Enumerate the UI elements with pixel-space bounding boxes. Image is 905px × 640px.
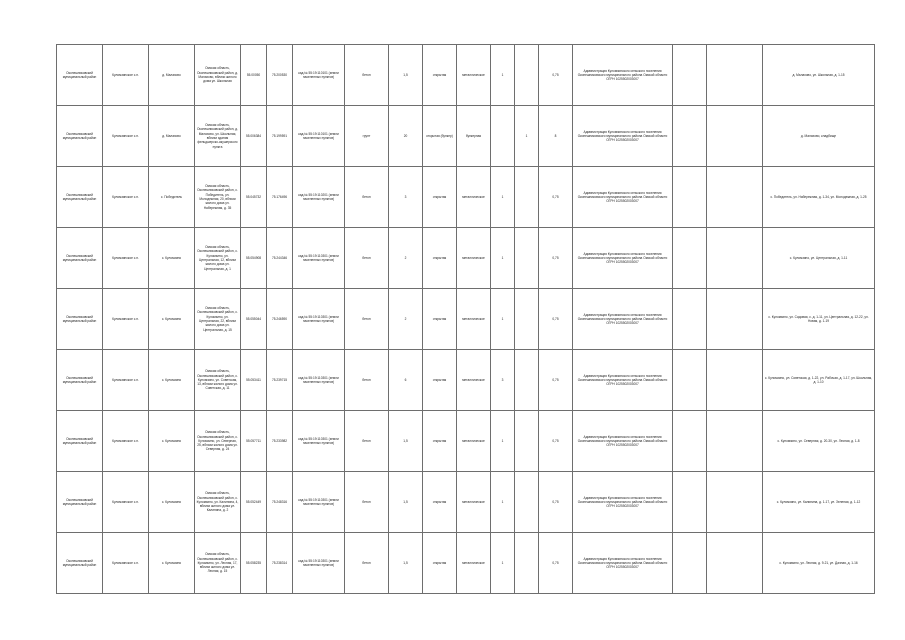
cell-district: Оконешниковский муниципальный район: [57, 106, 103, 167]
empty-cell: [707, 472, 763, 533]
cell-containers: 1: [491, 472, 515, 533]
cell-lat: 55.006384: [241, 106, 267, 167]
cell-area: 1,5: [389, 472, 423, 533]
cell-lon: 75.233982: [267, 411, 293, 472]
cell-cover: открытая: [423, 167, 457, 228]
cell-sources: с. Победитель, ул. Набережная, д. 1-34, ул. Молодежная, д. 1-25: [763, 167, 875, 228]
cell-surface: грунт: [345, 106, 389, 167]
cell-cover: открытая: [423, 411, 457, 472]
cell-settlement: Куломзинское с.п.: [103, 45, 149, 106]
table-row: [57, 45, 875, 106]
cell-volume: 0,75: [539, 45, 573, 106]
cell-locality: с. Куломзино: [149, 228, 195, 289]
cell-cadastral: кад.№ 55:19:110101 (земли населенных пунктов): [293, 45, 345, 106]
cell-lon: 75.248316: [267, 472, 293, 533]
empty-cell: [707, 45, 763, 106]
cell-fence: металлическое: [457, 350, 491, 411]
cell-address: Омская область, Оконешниковский район, с. Победитель, ул. Молодежная, 20, вблизи жилого дома ул. Набережная, д. 35: [195, 167, 241, 228]
cell-lon: 75.239715: [267, 350, 293, 411]
cell-settlement: Куломзинское с.п.: [103, 106, 149, 167]
cell-owner: Администрация Куломзинского сельского поселения Оконешниковского муниципального района Омской области ОГРН 1025502003007: [573, 411, 673, 472]
cell-lon: 75.238314: [267, 533, 293, 594]
cell-locality: с. Куломзино: [149, 533, 195, 594]
cell-surface: бетон: [345, 533, 389, 594]
cell-settlement: Куломзинское с.п.: [103, 289, 149, 350]
cell-address: Омская область, Оконешниковский район, с. Куломзино, ул. Калинина, 4, вблизи жилого дома ул. Калинина, д. 2: [195, 472, 241, 533]
cell-bunker: [515, 533, 539, 594]
cell-volume: 0,75: [539, 228, 573, 289]
cell-settlement: Куломзинское с.п.: [103, 411, 149, 472]
cell-extra: [673, 533, 707, 594]
cell-address: Омская область, Оконешниковский район, д. Малахово, вблизи жилого дома ул. Школьная: [195, 45, 241, 106]
cell-address: Омская область, Оконешниковский район, с. Куломзино, ул. Центральная, 12, вблизи жилого дома ул. Центральная, д. 1: [195, 228, 241, 289]
cell-volume: 0,75: [539, 411, 573, 472]
cell-fence: бункерная: [457, 106, 491, 167]
cell-address: Омская область, Оконешниковский район, с. Куломзино, ул. Лесная, 17, вблизи жилого дома ул. Лесная, д. 15: [195, 533, 241, 594]
cell-area: 1,5: [389, 411, 423, 472]
cell-address: Омская область, Оконешниковский район, с. Куломзино, ул. Центральная, 22, вблизи жилого дома ул. Центральная, д. 15: [195, 289, 241, 350]
cell-area: 2: [389, 228, 423, 289]
cell-area: 2: [389, 289, 423, 350]
cell-lon: 75.246590: [267, 289, 293, 350]
cell-volume: 0,75: [539, 350, 573, 411]
cell-lat: 55.058235: [241, 533, 267, 594]
cell-cover: открытая: [423, 350, 457, 411]
document-page: [56, 44, 873, 594]
cell-owner: Администрация Куломзинского сельского поселения Оконешниковского муниципального района Омской области ОГРН 1025502003007: [573, 350, 673, 411]
cell-settlement: Куломзинское с.п.: [103, 472, 149, 533]
cell-locality: с. Куломзино: [149, 350, 195, 411]
cell-surface: бетон: [345, 228, 389, 289]
cell-locality: с. Победитель: [149, 167, 195, 228]
cell-lat: 55.057711: [241, 411, 267, 472]
cell-extra: [673, 45, 707, 106]
cell-cover: открытая: [423, 228, 457, 289]
table-row: [57, 350, 875, 411]
cell-area: 1,5: [389, 533, 423, 594]
cell-sources: с. Куломзино, ул. Калинина, д. 1-17, ул. Зеленая, д. 1-12: [763, 472, 875, 533]
empty-cell: [707, 350, 763, 411]
cell-containers: 1: [491, 533, 515, 594]
empty-cell: [707, 228, 763, 289]
container-sites-table: [56, 44, 875, 594]
cell-lon: 75.200530: [267, 45, 293, 106]
cell-surface: бетон: [345, 472, 389, 533]
cell-lat: 55.055044: [241, 289, 267, 350]
cell-district: Оконешниковский муниципальный район: [57, 228, 103, 289]
cell-surface: бетон: [345, 411, 389, 472]
table-row: [57, 472, 875, 533]
cell-cadastral: кад.№ 55:19:110301 (земли населенных пунктов): [293, 289, 345, 350]
cell-extra: [673, 106, 707, 167]
cell-owner: Администрация Куломзинского сельского поселения Оконешниковского муниципального района Омской области ОГРН 1025502003007: [573, 228, 673, 289]
cell-area: 1,5: [389, 45, 423, 106]
cell-settlement: Куломзинское с.п.: [103, 350, 149, 411]
cell-sources: с. Куломзино, ул. Центральная, д. 1-11: [763, 228, 875, 289]
table-row: [57, 289, 875, 350]
cell-cadastral: кад.№ 55:19:110301 (земли населенных пунктов): [293, 228, 345, 289]
cell-cover: открытая: [423, 45, 457, 106]
cell-surface: бетон: [345, 289, 389, 350]
cell-sources: д. Малахово, ул. Школьная, д. 1-15: [763, 45, 875, 106]
table-row: [57, 228, 875, 289]
cell-locality: с. Куломзино: [149, 411, 195, 472]
cell-extra: [673, 350, 707, 411]
cell-volume: 8: [539, 106, 573, 167]
cell-containers: 1: [491, 167, 515, 228]
cell-lat: 55.053411: [241, 350, 267, 411]
empty-cell: [707, 106, 763, 167]
cell-lon: 75.199591: [267, 106, 293, 167]
cell-containers: 1: [491, 228, 515, 289]
cell-owner: Администрация Куломзинского сельского поселения Оконешниковского муниципального района Омской области ОГРН 1025502003007: [573, 167, 673, 228]
cell-sources: д. Малахово, кладбище: [763, 106, 875, 167]
cell-containers: [491, 106, 515, 167]
cell-district: Оконешниковский муниципальный район: [57, 533, 103, 594]
cell-fence: металлическое: [457, 411, 491, 472]
cell-sources: с. Куломзино, ул. Лесная, д. 9-21, ул. Дачная, д. 1-16: [763, 533, 875, 594]
empty-cell: [707, 533, 763, 594]
cell-containers: 1: [491, 411, 515, 472]
cell-bunker: [515, 411, 539, 472]
cell-surface: бетон: [345, 350, 389, 411]
cell-surface: бетон: [345, 167, 389, 228]
cell-district: Оконешниковский муниципальный район: [57, 350, 103, 411]
cell-containers: 1: [491, 45, 515, 106]
cell-district: Оконешниковский муниципальный район: [57, 472, 103, 533]
cell-district: Оконешниковский муниципальный район: [57, 45, 103, 106]
table-row: [57, 411, 875, 472]
cell-containers: 1: [491, 289, 515, 350]
cell-cover: открытая: [423, 533, 457, 594]
cell-lat: 55.054908: [241, 228, 267, 289]
cell-surface: бетон: [345, 45, 389, 106]
cell-locality: с. Куломзино: [149, 472, 195, 533]
cell-fence: металлическое: [457, 45, 491, 106]
cell-area: 20: [389, 106, 423, 167]
cell-owner: Администрация Куломзинского сельского поселения Оконешниковского муниципального района Омской области ОГРН 1025502003007: [573, 533, 673, 594]
cell-sources: с. Куломзино, ул. Северная, д. 20-30, ул. Лесная, д. 1-8: [763, 411, 875, 472]
cell-bunker: 1: [515, 106, 539, 167]
cell-district: Оконешниковский муниципальный район: [57, 167, 103, 228]
cell-cadastral: кад.№ 55:19:110301 (земли населенных пунктов): [293, 350, 345, 411]
cell-cadastral: кад.№ 55:19:110101 (земли населенных пунктов): [293, 106, 345, 167]
cell-bunker: [515, 167, 539, 228]
cell-extra: [673, 411, 707, 472]
cell-owner: Администрация Куломзинского сельского поселения Оконешниковского муниципального района Омской области ОГРН 1025502003007: [573, 45, 673, 106]
cell-cover: открытая: [423, 472, 457, 533]
empty-cell: [707, 167, 763, 228]
cell-extra: [673, 289, 707, 350]
empty-cell: [707, 289, 763, 350]
cell-lat: 55.052449: [241, 472, 267, 533]
cell-fence: металлическое: [457, 228, 491, 289]
cell-bunker: [515, 228, 539, 289]
cell-settlement: Куломзинское с.п.: [103, 228, 149, 289]
table-row: [57, 106, 875, 167]
table-row: [57, 533, 875, 594]
cell-fence: металлическое: [457, 289, 491, 350]
table-row: [57, 167, 875, 228]
cell-locality: д. Малахово: [149, 45, 195, 106]
cell-cadastral: кад.№ 55:19:110301 (земли населенных пунктов): [293, 472, 345, 533]
cell-cadastral: кад.№ 55:19:110301 (земли населенных пунктов): [293, 411, 345, 472]
cell-bunker: [515, 45, 539, 106]
cell-area: 6: [389, 350, 423, 411]
cell-sources: с. Куломзино, ул. Советская, д. 1-22, ул. Рабочая, д. 1-17, ул. Школьная, д. 1-10: [763, 350, 875, 411]
cell-locality: с. Куломзино: [149, 289, 195, 350]
cell-volume: 0,75: [539, 472, 573, 533]
cell-lat: 55.00050: [241, 45, 267, 106]
cell-fence: металлическое: [457, 472, 491, 533]
cell-settlement: Куломзинское с.п.: [103, 533, 149, 594]
cell-containers: 3: [491, 350, 515, 411]
cell-extra: [673, 228, 707, 289]
cell-owner: Администрация Куломзинского сельского поселения Оконешниковского муниципального района Омской области ОГРН 1025502003007: [573, 106, 673, 167]
cell-cadastral: кад.№ 55:19:110201 (земли населенных пунктов): [293, 167, 345, 228]
cell-volume: 0,75: [539, 289, 573, 350]
cell-district: Оконешниковский муниципальный район: [57, 411, 103, 472]
cell-locality: д. Малахово: [149, 106, 195, 167]
cell-volume: 0,75: [539, 533, 573, 594]
cell-settlement: Куломзинское с.п.: [103, 167, 149, 228]
cell-lat: 55.045732: [241, 167, 267, 228]
cell-owner: Администрация Куломзинского сельского поселения Оконешниковского муниципального района Омской области ОГРН 1025502003007: [573, 289, 673, 350]
cell-volume: 0,75: [539, 167, 573, 228]
cell-fence: металлическое: [457, 533, 491, 594]
cell-bunker: [515, 350, 539, 411]
cell-sources: с. Куломзино, ул. Садовая, с. д. 1-11, ул. Центральная, д. 12-22, ул. Новая, д. 1-19: [763, 289, 875, 350]
cell-cover: открытая: [423, 289, 457, 350]
cell-lon: 75.244346: [267, 228, 293, 289]
empty-cell: [707, 411, 763, 472]
cell-address: Омская область, Оконешниковский район, с. Куломзино, ул. Советская, 13, вблизи жилого дома ул. Советская, д. 11: [195, 350, 241, 411]
cell-area: 3: [389, 167, 423, 228]
cell-owner: Администрация Куломзинского сельского поселения Оконешниковского муниципального района Омской области ОГРН 1025502003007: [573, 472, 673, 533]
cell-extra: [673, 167, 707, 228]
cell-cover: открытая (бункер): [423, 106, 457, 167]
cell-address: Омская область, Оконешниковский район, д. Малахово, ул. Школьная, вблизи здания фельдшерско-акушерского пункта: [195, 106, 241, 167]
cell-district: Оконешниковский муниципальный район: [57, 289, 103, 350]
cell-bunker: [515, 472, 539, 533]
cell-extra: [673, 472, 707, 533]
cell-fence: металлическое: [457, 167, 491, 228]
cell-address: Омская область, Оконешниковский район, с. Куломзино, ул. Северная, 25, вблизи жилого дома ул. Северная, д. 24: [195, 411, 241, 472]
cell-bunker: [515, 289, 539, 350]
cell-lon: 75.176496: [267, 167, 293, 228]
cell-cadastral: кад.№ 55:19:110301 (земли населенных пунктов): [293, 533, 345, 594]
